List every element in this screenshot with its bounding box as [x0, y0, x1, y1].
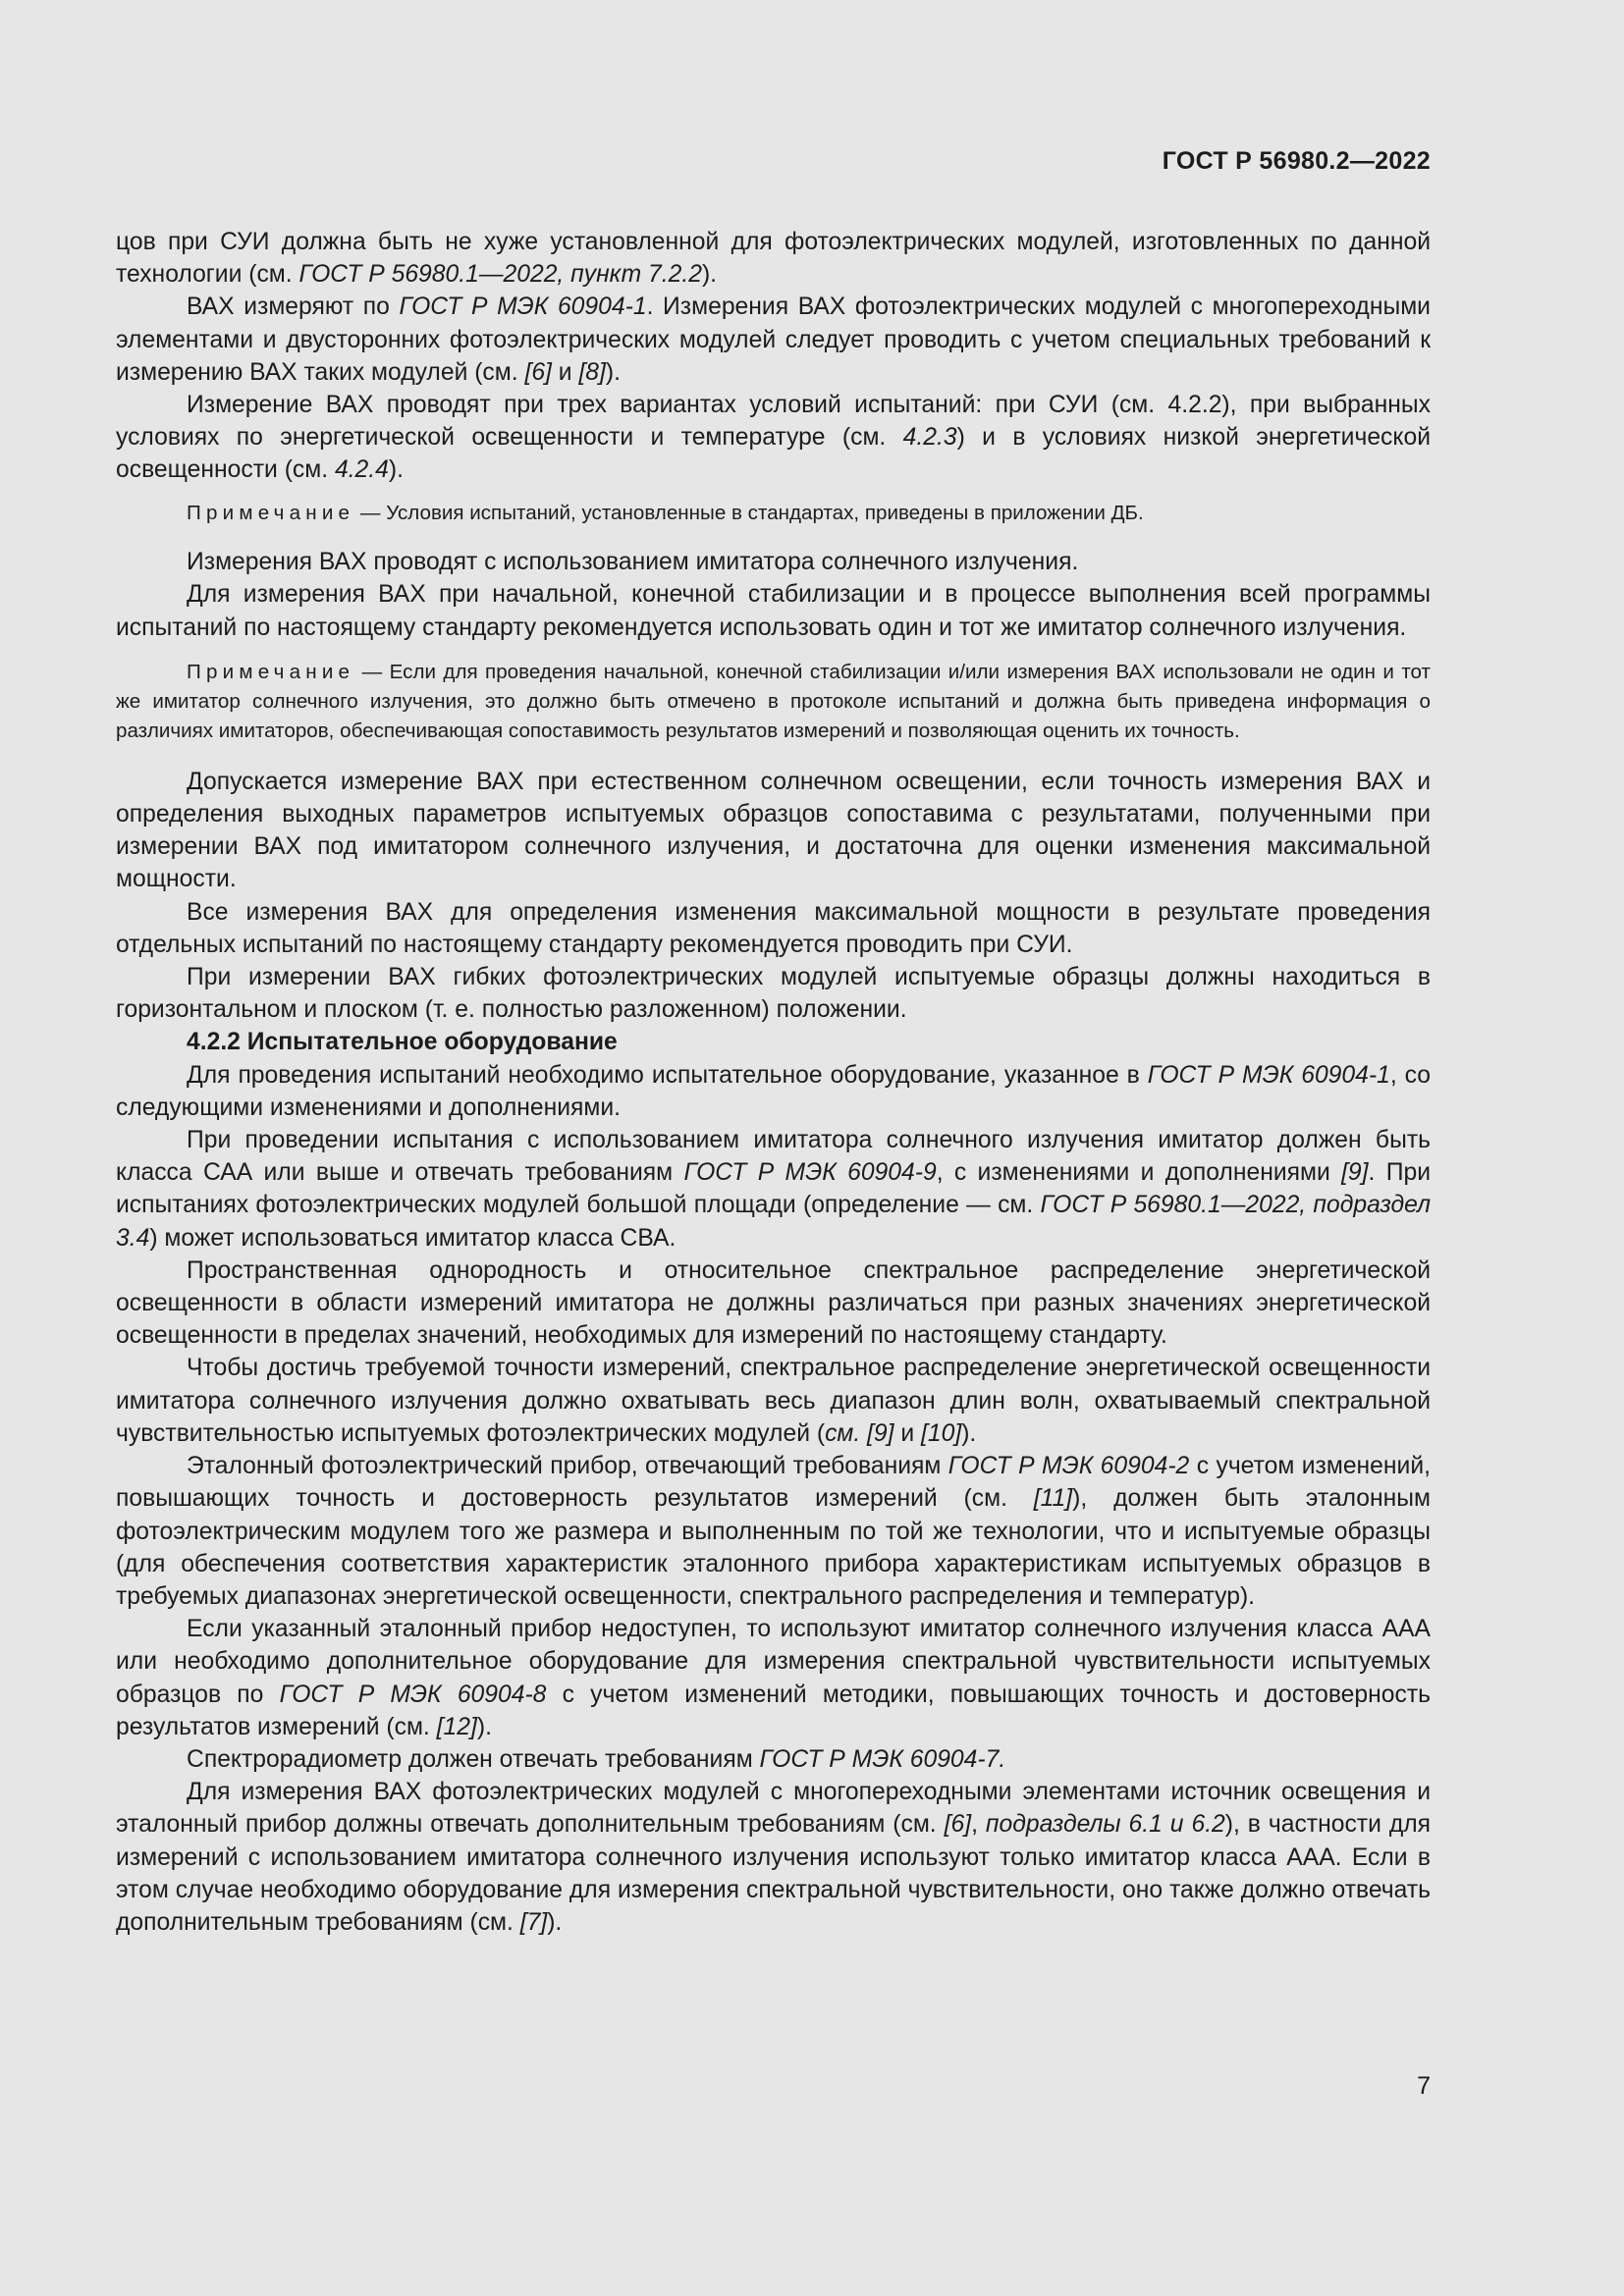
paragraph: Для измерения ВАХ фотоэлектрических модулей с многопереходными элементами источник освещения и эталонный прибор должны отвечать дополнительным требованиям (см. [6], подразделы 6.1 и 6.2), в частности для измерений с использованием имитатора солнечного излучения используют только имитатор класса ААА. Если в этом случае необходимо оборудование для измерения спектральной чувствительности, оно также должно отвечать дополнительным требованиям (см. [7]).	[116, 1779, 1432, 1936]
paragraph: Спектрорадиометр должен отвечать требованиям ГОСТ Р МЭК 60904-7.	[187, 1745, 1006, 1773]
page-number: 7	[1417, 2072, 1431, 2100]
note: Примечание — Условия испытаний, установленные в стандартах, приведены в приложении ДБ.	[187, 501, 1144, 524]
paragraph: Измерение ВАХ проводят при трех вариантах условий испытаний: при СУИ (см. 4.2.2), при выбранных условиях по энергетической освещенности и температуре (см. 4.2.3) и в условиях низкой энергетической освещенности (см. 4.2.4).	[116, 392, 1431, 484]
paragraph: При измерении ВАХ гибких фотоэлектрических модулей испытуемые образцы должны находиться в горизонтальном и плоском (т. е. полностью разложенном) положении.	[116, 964, 1431, 1024]
note-label: Примечание	[187, 660, 355, 683]
section-title: Испытательное оборудование	[246, 1029, 618, 1056]
document-body	[116, 226, 1431, 1939]
paragraph: Измерения ВАХ проводят с использованием имитатора солнечного излучения.	[187, 549, 1079, 576]
paragraph: Эталонный фотоэлектрический прибор, отвечающий требованиям ГОСТ Р МЭК 60904-2 с учетом изменений, повышающих точность и достоверность результатов измерений (см. [11]), должен быть эталонным фотоэлектрическим модулем того же размера и выполненным по той же технологии, что и испытуемые образцы (для обеспечения соответствия характеристик эталонного прибора характеристикам испытуемых образцов в требуемых диапазонах энергетической освещенности, спектрального распределения и температур).	[116, 1453, 1431, 1610]
paragraph: Все измерения ВАХ для определения изменения максимальной мощности в результате проведения отдельных испытаний по настоящему стандарту рекомендуется проводить при СУИ.	[116, 898, 1431, 958]
note-label: Примечание	[187, 501, 355, 524]
paragraph: Если указанный эталонный прибор недоступен, то используют имитатор солнечного излучения класса ААА или необходимо дополнительное оборудование для измерения спектральной чувствительности испытуемых образцов по ГОСТ Р МЭК 60904-8 с учетом изменений методики, повышающих точность и достоверность результатов измерений (см. [12]).	[116, 1616, 1431, 1740]
paragraph: Пространственная однородность и относительное спектральное распределение энергетической освещенности в области измерений имитатора не должны различаться при разных значениях энергетической освещенности в пределах значений, необходимых для измерений по настоящему стандарту.	[116, 1256, 1431, 1350]
paragraph: Допускается измерение ВАХ при естественном солнечном освещении, если точность измерения ВАХ и определения выходных параметров испытуемых образцов сопоставима с результатами, полученными при измерении ВАХ под имитатором солнечного излучения, и достаточна для оценки изменения максимальной мощности.	[116, 768, 1431, 893]
paragraph: Чтобы достичь требуемой точности измерений, спектральное распределение энергетической освещенности имитатора солнечного излучения должно охватывать весь диапазон длин волн, охватываемый спектральной чувствительностью испытуемых фотоэлектрических модулей (см. [9] и [10]).	[116, 1355, 1431, 1447]
paragraph: цов при СУИ должна быть не хуже установленной для фотоэлектрических модулей, изготовленных по данной технологии (см. ГОСТ Р 56980.1—2022, пункт 7.2.2).	[116, 229, 1431, 289]
section-number: 4.2.2	[187, 1029, 241, 1056]
paragraph: ВАХ измеряют по ГОСТ Р МЭК 60904-1. Измерения ВАХ фотоэлектрических модулей с многопереходными элементами и двусторонних фотоэлектрических модулей следует проводить с учетом специальных требований к измерению ВАХ таких модулей (см. [6] и [8]).	[116, 294, 1431, 386]
document-header: ГОСТ Р 56980.2—2022	[1162, 147, 1431, 175]
note: Примечание — Если для проведения начальной, конечной стабилизации и/или измерения ВАХ использовали не один и тот же имитатор солнечного излучения, это должно быть отмечено в протоколе испытаний и должна быть приведена информация о различиях имитаторов, обеспечивающая сопоставимость результатов измерений и позволяющая оценить их точность.	[116, 660, 1431, 742]
section-heading	[116, 1026, 1431, 1058]
paragraph: Для измерения ВАХ при начальной, конечной стабилизации и в процессе выполнения всей программы испытаний по настоящему стандарту рекомендуется использовать один и тот же имитатор солнечного излучения.	[116, 581, 1431, 641]
paragraph: При проведении испытания с использованием имитатора солнечного излучения имитатор должен быть класса САА или выше и отвечать требованиям ГОСТ Р МЭК 60904-9, с изменениями и дополнениями [9]. При испытаниях фотоэлектрических модулей большой площади (определение — см. ГОСТ Р 56980.1—2022, подраздел 3.4) может использоваться имитатор класса СВА.	[116, 1127, 1431, 1252]
paragraph: Для проведения испытаний необходимо испытательное оборудование, указанное в ГОСТ Р МЭК 60904-1, со следующими изменениями и дополнениями.	[116, 1061, 1431, 1121]
